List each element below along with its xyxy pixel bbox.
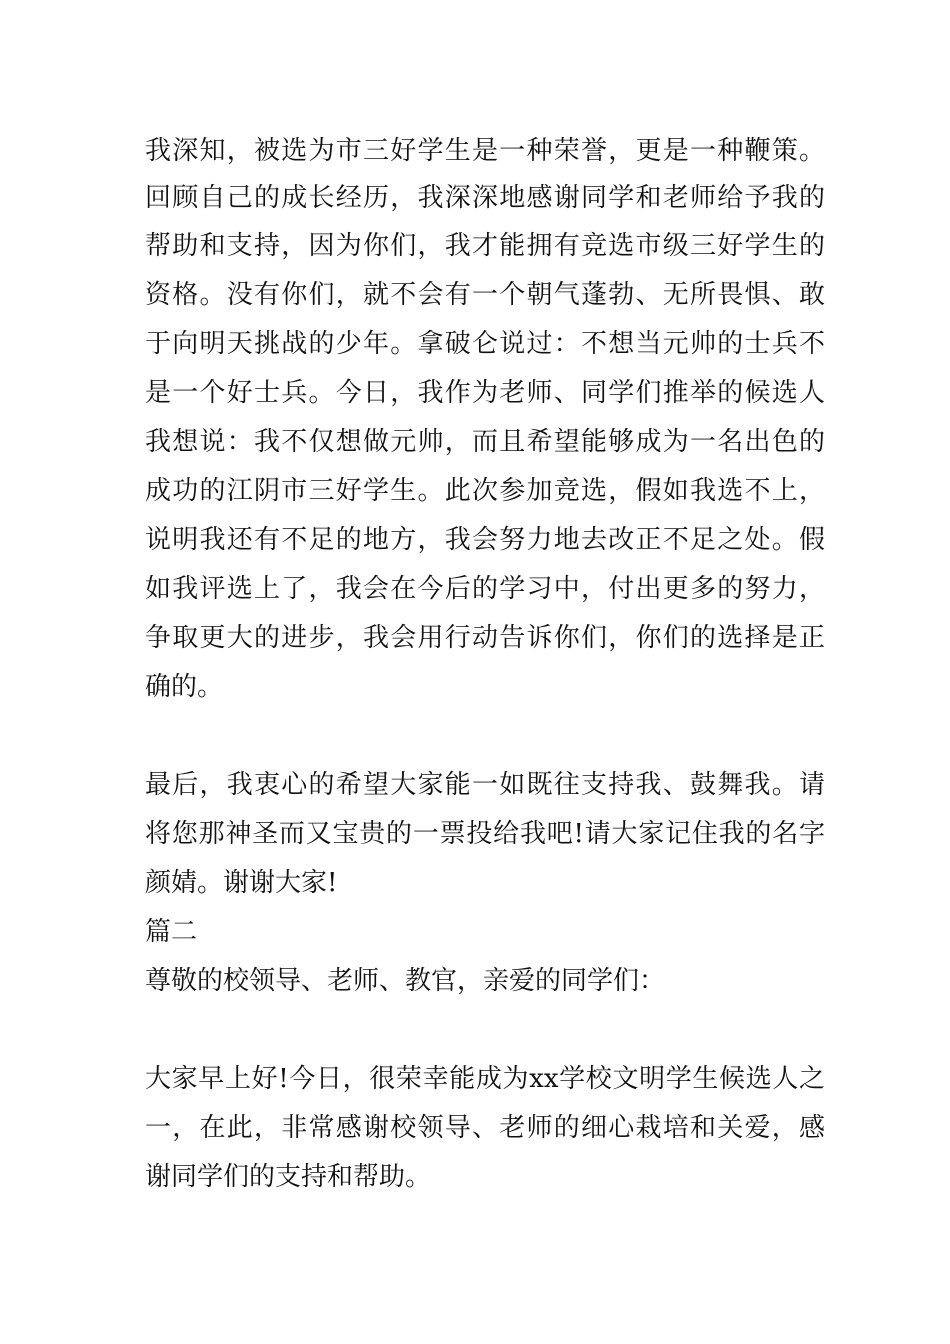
- paragraph-3-line-2: 一，在此，非常感谢校领导、老师的细心栽培和关爱，感: [145, 1113, 825, 1143]
- paragraph-1-line-11: 争取更大的进步，我会用行动告诉你们，你们的选择是正: [145, 623, 825, 653]
- paragraph-1-line-2: 回顾自己的成长经历，我深深地感谢同学和老师给予我的: [145, 183, 825, 213]
- paragraph-1-line-6: 是一个好士兵。今日，我作为老师、同学们推举的候选人: [145, 378, 825, 408]
- paragraph-1-line-10: 如我评选上了，我会在今后的学习中，付出更多的努力，: [145, 574, 825, 604]
- paragraph-1-line-4: 资格。没有你们，就不会有一个朝气蓬勃、无所畏惧、敢: [145, 280, 825, 310]
- paragraph-1-line-7: 我想说：我不仅想做元帅，而且希望能够成为一名出色的: [145, 427, 825, 457]
- paragraph-1-line-1: 我深知，被选为市三好学生是一种荣誉，更是一种鞭策。: [145, 136, 825, 166]
- paragraph-2-line-1: 最后，我衷心的希望大家能一如既往支持我、鼓舞我。请: [145, 770, 825, 800]
- paragraph-1-line-5: 于向明天挑战的少年。拿破仑说过：不想当元帅的士兵不: [145, 329, 825, 359]
- paragraph-1-line-12: 确的。: [145, 672, 224, 702]
- section-heading: 篇二: [145, 917, 198, 947]
- paragraph-2-line-2: 将您那神圣而又宝贵的一票投给我吧!请大家记住我的名字: [145, 819, 825, 849]
- salutation: 尊敬的校领导、老师、教官，亲爱的同学们：: [145, 966, 666, 996]
- paragraph-1-line-8: 成功的江阴市三好学生。此次参加竞选，假如我选不上，: [145, 476, 825, 506]
- paragraph-1-line-3: 帮助和支持，因为你们，我才能拥有竞选市级三好学生的: [145, 231, 825, 261]
- paragraph-3-line-3: 谢同学们的支持和帮助。: [145, 1162, 432, 1192]
- paragraph-1-line-9: 说明我还有不足的地方，我会努力地去改正不足之处。假: [145, 525, 825, 555]
- paragraph-3-line-1: 大家早上好!今日，很荣幸能成为xx学校文明学生候选人之: [145, 1064, 825, 1094]
- paragraph-2-line-3: 颜婧。谢谢大家!: [145, 868, 338, 898]
